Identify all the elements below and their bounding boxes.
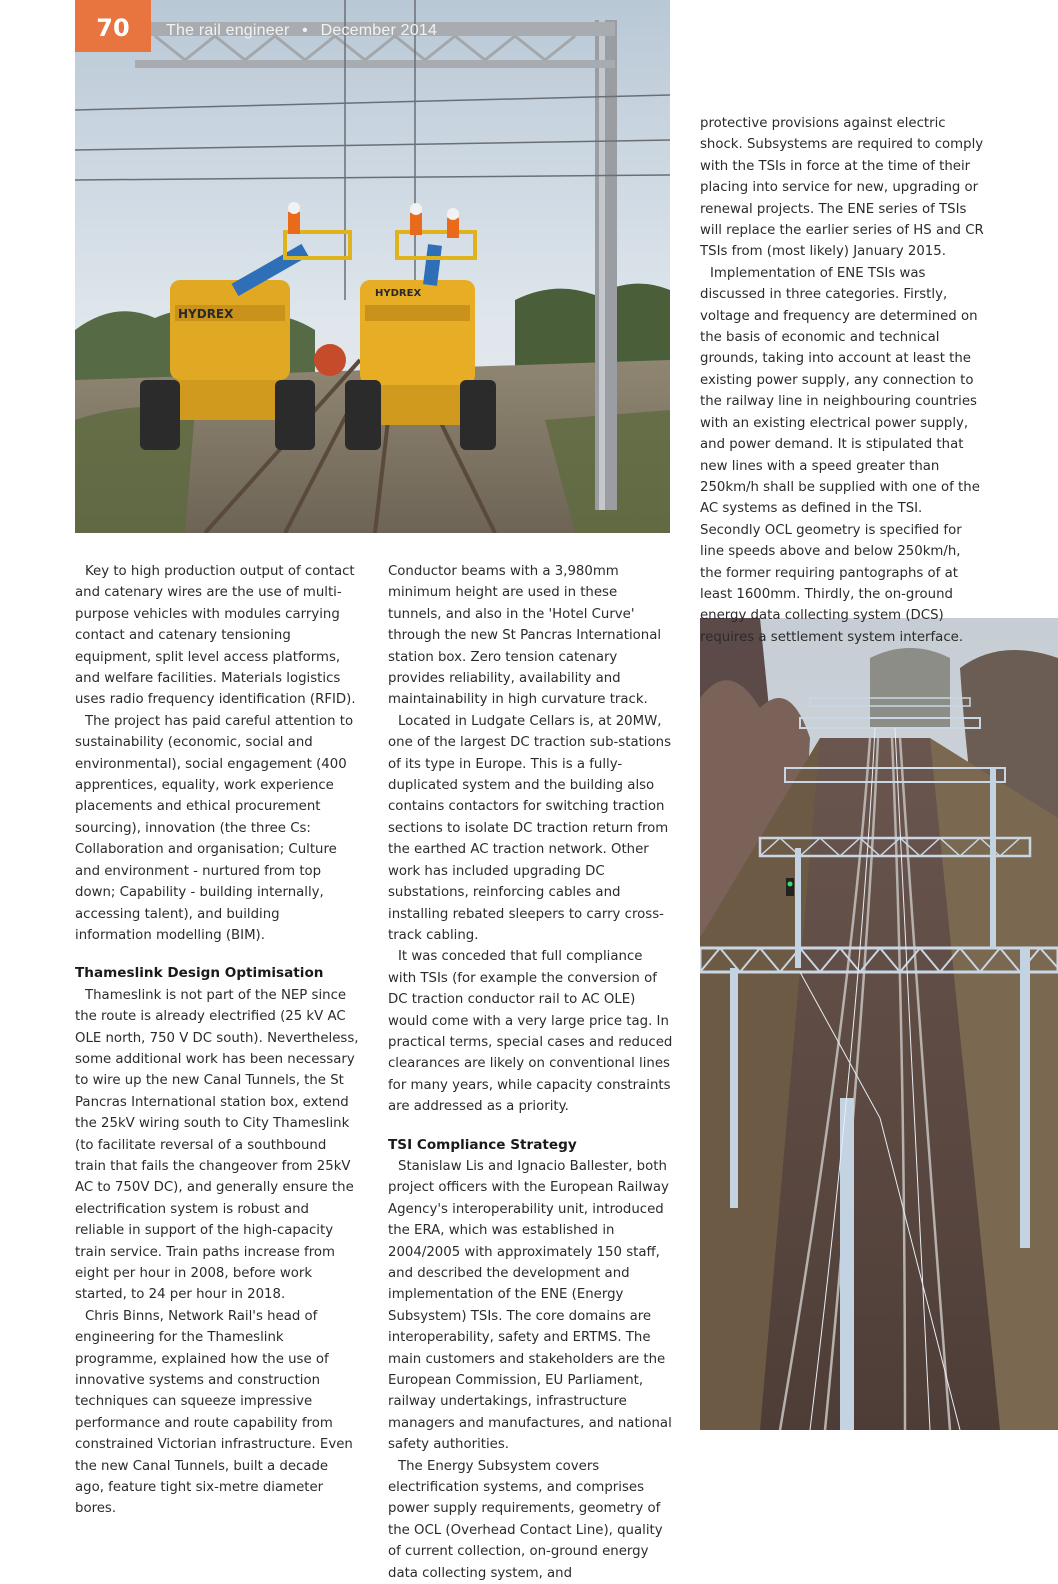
paragraph: Key to high production output of contact and catenary wires are the use of multi-purpose vehicles with modules carrying contact and catenary tensioning equipment, split level access platforms, and welfare facilities. Materials logistics uses radio frequency identification (RFID). — [75, 564, 356, 708]
section-heading: TSI Compliance Strategy — [388, 1136, 577, 1153]
paragraph: It was conceded that full compliance with TSIs (for example the conversion of DC traction conductor rail to AC OLE) would come with a very large price tag. In practical terms, special cases and reduced clearances are likely on conventional lines for many years, while capacity constraints are addressed as a priority. — [388, 949, 673, 1115]
running-head — [162, 22, 441, 40]
paragraph: The project has paid careful attention to sustainability (economic, social and environmental), social engagement (400 apprentices, equality, work experience placements and ethical procurement sourcing), innovation (the three Cs: Collaboration and organisation; Culture and environment - nurtured from top down; Capability - building internally, accessing talent), and building information modelling (BIM). — [75, 713, 354, 943]
text-column-1 — [75, 561, 360, 1520]
paragraph: Chris Binns, Network Rail's head of engineering for the Thameslink programme, explained how the use of innovative systems and construction techniques can squeeze impressive performance and route capability from constrained Victorian infrastructure. Even the new Canal Tunnels, built a decade ago, feature tight six-metre diameter bores. — [75, 1308, 353, 1517]
vehicle-label-right: HYDREX — [375, 288, 422, 299]
right-photo — [700, 618, 1058, 1430]
text-column-2 — [388, 561, 673, 1584]
paragraph: Implementation of ENE TSIs was discussed in three categories. Firstly, voltage and frequency are determined on the basis of economic and technical grounds, taking into account at least the existing power supply, any connection to the railway line in neighbouring countries with an existing electrical power supply, and power demand. It is stipulated that new lines with a speed greater than 250km/h shall be supplied with one of the AC systems as defined in the TSI. Secondly OCL geometry is specified for line speeds above and below 250km/h, the former requiring pantographs of at least 1600mm. Thirdly, the on-ground energy data collecting system (DCS) requires a settlement system interface. — [700, 265, 980, 645]
separator-bullet: • — [302, 22, 308, 39]
paragraph: Conductor beams with a 3,980mm minimum height are used in these tunnels, and also in the 'Hotel Curve' through the new St Pancras International station box. Zero tension catenary provides reliability, availability and maintainability in high curvature track. — [388, 564, 662, 708]
paragraph: protective provisions against electric shock. Subsystems are required to comply with the TSIs in force at the time of their placing into service for new, upgrading or renewal projects. The ENE series of TSIs will replace the earlier series of HS and CR TSIs from (most likely) January 2015. — [700, 116, 984, 260]
page-number: 70 — [75, 0, 151, 52]
paragraph: The Energy Subsystem covers electrification systems, and comprises power supply requirements, geometry of the OCL (Overhead Contact Line), quality of current collection, on-ground energy data collecting system, and — [388, 1458, 663, 1581]
section-heading: Thameslink Design Optimisation — [75, 965, 324, 982]
vehicle-label-left: HYDREX — [178, 307, 234, 321]
publication-name: The rail engineer — [166, 22, 290, 39]
issue-date: December 2014 — [320, 22, 438, 39]
paragraph: Thameslink is not part of the NEP since the route is already electrified (25 kV AC OLE north, 750 V DC south). Nevertheless, some additional work has been necessary to wire up the new Canal Tunnels, the St Pancras International station box, extend the 25kV wiring south to City Thameslink (to facilitate reversal of a southbound train that fails the changeover from 25kV AC to 750V DC), and generally ensure the electrification system is robust and reliable in support of the high-capacity train service. Train paths increase from eight per hour in 2008, before work started, to 24 per hour in 2018. — [75, 987, 359, 1303]
overhead-line-photo-icon — [700, 618, 1058, 1430]
paragraph: Stanislaw Lis and Ignacio Ballester, both project officers with the European Railway Agency's interoperability unit, introduced the ERA, which was established in 2004/2005 with approximately 150 staff, and described the development and implementation of the ENE (Energy Subsystem) TSIs. The core domains are interoperability, safety and ERTMS. The main customers and stakeholders are the European Commission, EU Parliament, railway undertakings, infrastructure managers and manufactures, and national safety authorities. — [388, 1158, 672, 1453]
top-photo — [75, 0, 670, 533]
text-column-3 — [700, 113, 985, 648]
paragraph: Located in Ludgate Cellars is, at 20MW, one of the largest DC traction sub-stations of its type in Europe. This is a fully-duplicated system and the building also contains contactors for switching traction sections to isolate DC traction return from the earthed AC traction network. Other work has included upgrading DC substations, reinforcing cables and installing rebated sleepers to carry cross-track cabling. — [388, 713, 671, 943]
rail-maintenance-photo-icon — [75, 0, 670, 533]
